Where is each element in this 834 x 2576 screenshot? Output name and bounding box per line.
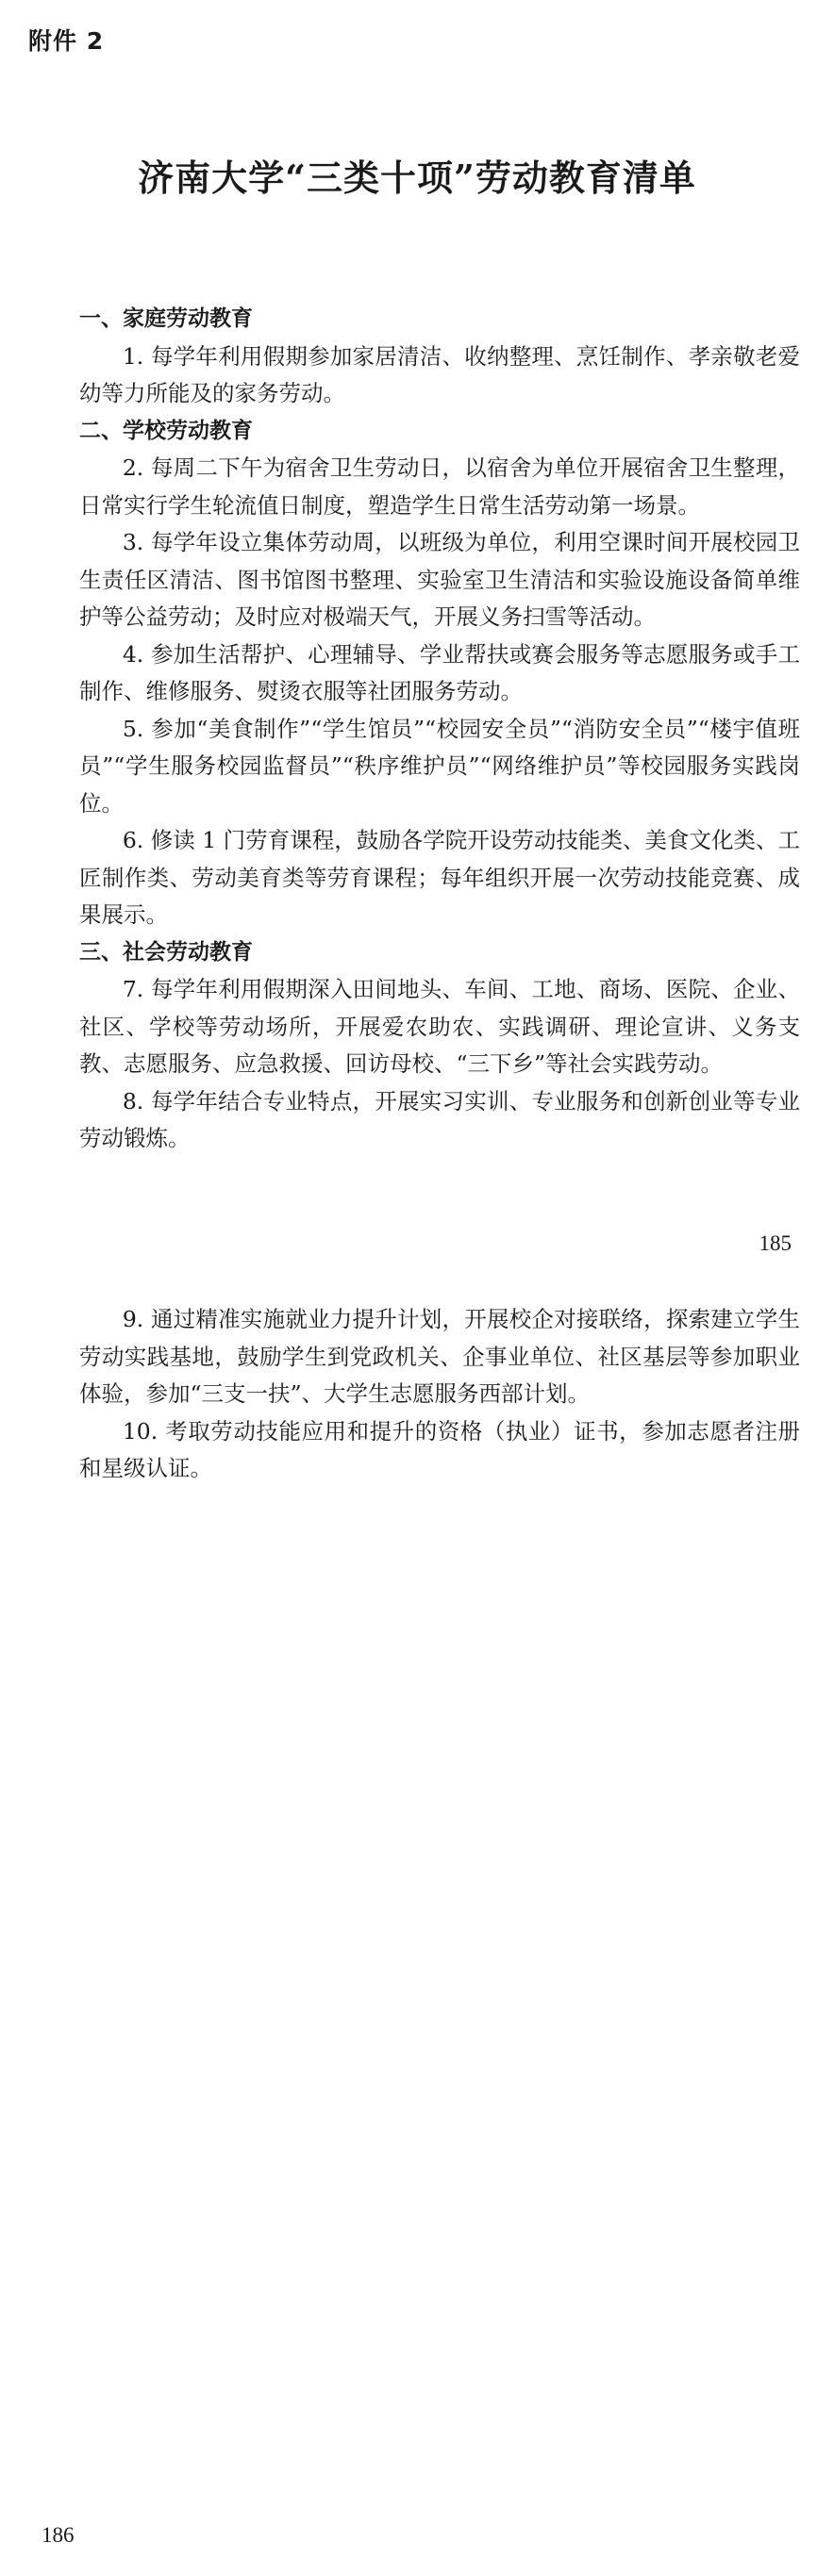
document-title: 济南大学“三类十项”劳动教育清单 [138,157,696,199]
content-block-page-186 [79,1301,800,1488]
list-item-3: 3. 每学年设立集体劳动周，以班级为单位，利用空课时间开展校园卫生责任区清洁、图书馆图书整理、实验室卫生清洁和实验设施设备简单维护等公益劳动；及时应对极端天气，开展义务扫雪等活动。 [79,529,800,630]
list-item-10: 10. 考取劳动技能应用和提升的资格（执业）证书，参加志愿者注册和星级认证。 [79,1417,800,1481]
page-number-186: 186 [42,2523,75,2547]
section-heading-school: 二、学校劳动教育 [79,418,253,443]
attachment-label: 附件 2 [28,27,105,55]
list-item-8: 8. 每学年结合专业特点，开展实习实训、专业服务和创新创业等专业劳动锻炼。 [79,1087,800,1151]
list-item-1: 1. 每学年利用假期参加家居清洁、收纳整理、烹饪制作、孝亲敬老爱幼等力所能及的家务劳动。 [79,342,800,406]
section-heading-family: 一、家庭劳动教育 [79,306,253,331]
section-heading-society: 三、社会劳动教育 [79,939,253,965]
list-item-2: 2. 每周二下午为宿舍卫生劳动日，以宿舍为单位开展宿舍卫生整理，日常实行学生轮流值日制度，塑造学生日常生活劳动第一场景。 [79,454,800,519]
list-item-5: 5. 参加“美食制作”“学生馆员”“校园安全员”“消防安全员”“楼宇值班员”“学生服务校园监督员”“秩序维护员”“网络维护员”等校园服务实践岗位。 [79,715,800,817]
list-item-9: 9. 通过精准实施就业力提升计划，开展校企对接联络，探索建立学生劳动实践基地，鼓励学生到党政机关、企事业单位、社区基层等参加职业体验，参加“三支一扶”、大学生志愿服务西部计划。 [79,1306,800,1407]
list-item-4: 4. 参加生活帮护、心理辅导、学业帮扶或赛会服务等志愿服务或手工制作、维修服务、熨烫衣服等社团服务劳动。 [79,640,800,704]
list-item-7: 7. 每学年利用假期深入田间地头、车间、工地、商场、医院、企业、社区、学校等劳动场所，开展爱农助农、实践调研、理论宣讲、义务支教、志愿服务、应急救援、回访母校、“三下乡”等社会实践劳动。 [79,976,800,1077]
content-block-page-185 [79,301,800,1158]
page-number-185: 185 [759,1231,792,1255]
list-item-6: 6. 修读 1 门劳育课程，鼓励各学院开设劳动技能类、美食文化类、工匠制作类、劳动美育类等劳育课程；每年组织开展一次劳动技能竞赛、成果展示。 [79,827,800,928]
